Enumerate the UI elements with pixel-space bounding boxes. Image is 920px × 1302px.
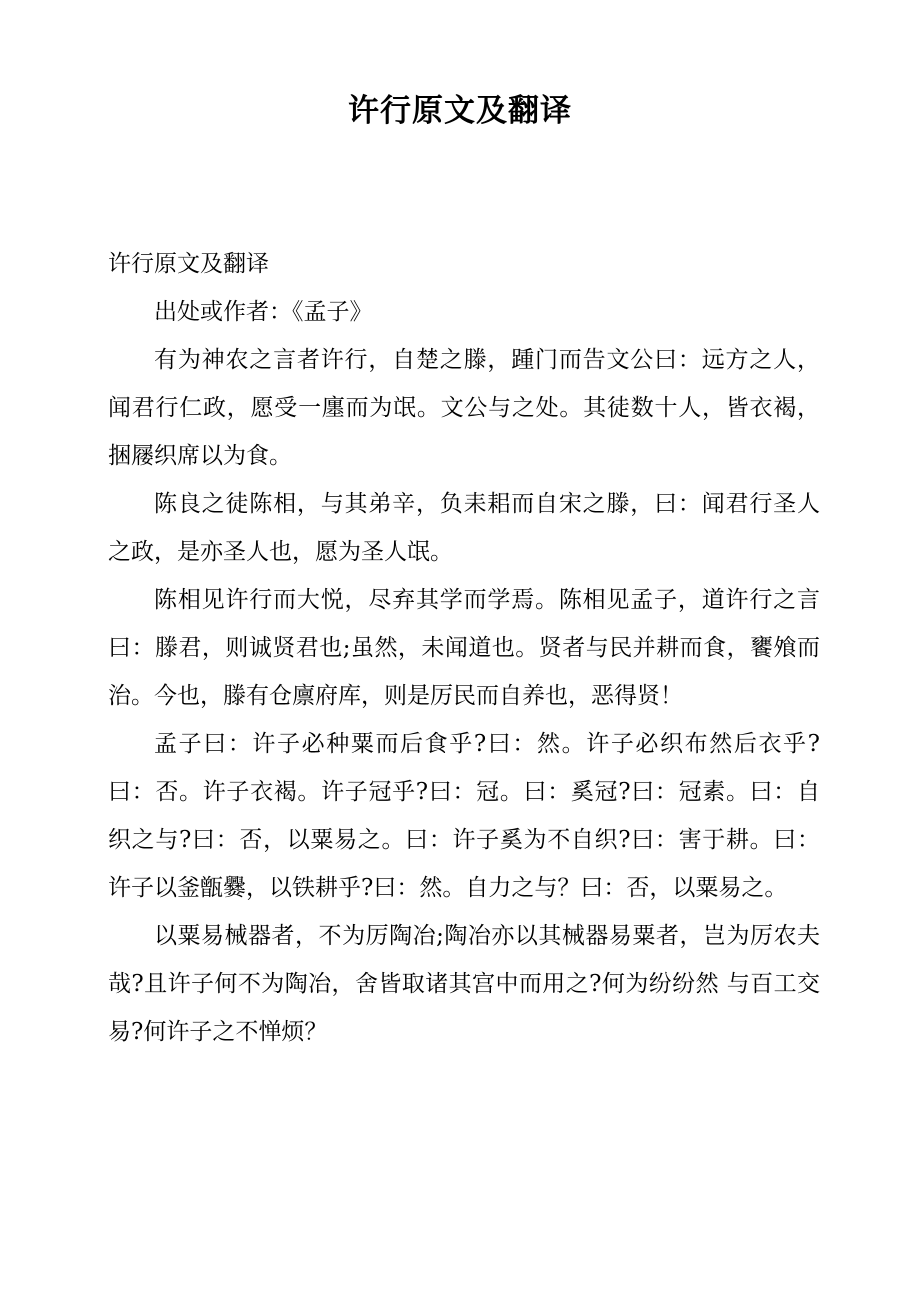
source-line: 出处或作者：《孟子》 bbox=[154, 299, 373, 325]
document-title: 许行原文及翻译 bbox=[348, 93, 572, 129]
document-body bbox=[108, 240, 820, 1056]
paragraph: 孟子曰：许子必种粟而后食乎?曰：然。许子必织布然后衣乎?曰：否。许子衣褐。许子冠乎?曰：冠。曰：奚冠?曰：冠素。曰：自织之与?曰：否，以粟易之。曰：许子奚为不自织?曰：害于耕。曰：许子以釜甑爨，以铁耕乎?曰：然。自力之与？曰：否，以粟易之。 bbox=[108, 731, 820, 901]
paragraph: 陈相见许行而大悦，尽弃其学而学焉。陈相见孟子，道许行之言曰：滕君，则诚贤君也;虽然，未闻道也。贤者与民并耕而食，饔飧而治。今也，滕有仓廪府库，则是厉民而自养也，恶得贤！ bbox=[108, 587, 820, 709]
paragraph: 陈良之徒陈相，与其弟辛，负耒耜而自宋之滕，曰：闻君行圣人之政，是亦圣人也，愿为圣人氓。 bbox=[108, 491, 820, 565]
paragraph: 以粟易械器者，不为厉陶冶;陶冶亦以其械器易粟者，岂为厉农夫哉?且许子何不为陶冶，舍皆取诸其宫中而用之?何为纷纷然 与百工交易?何许子之不惮烦？ bbox=[108, 923, 820, 1045]
paragraph: 有为神农之言者许行，自楚之滕，踵门而告文公曰：远方之人，闻君行仁政，愿受一廛而为氓。文公与之处。其徒数十人，皆衣褐，捆屦织席以为食。 bbox=[108, 347, 820, 469]
document-subtitle: 许行原文及翻译 bbox=[108, 251, 269, 277]
